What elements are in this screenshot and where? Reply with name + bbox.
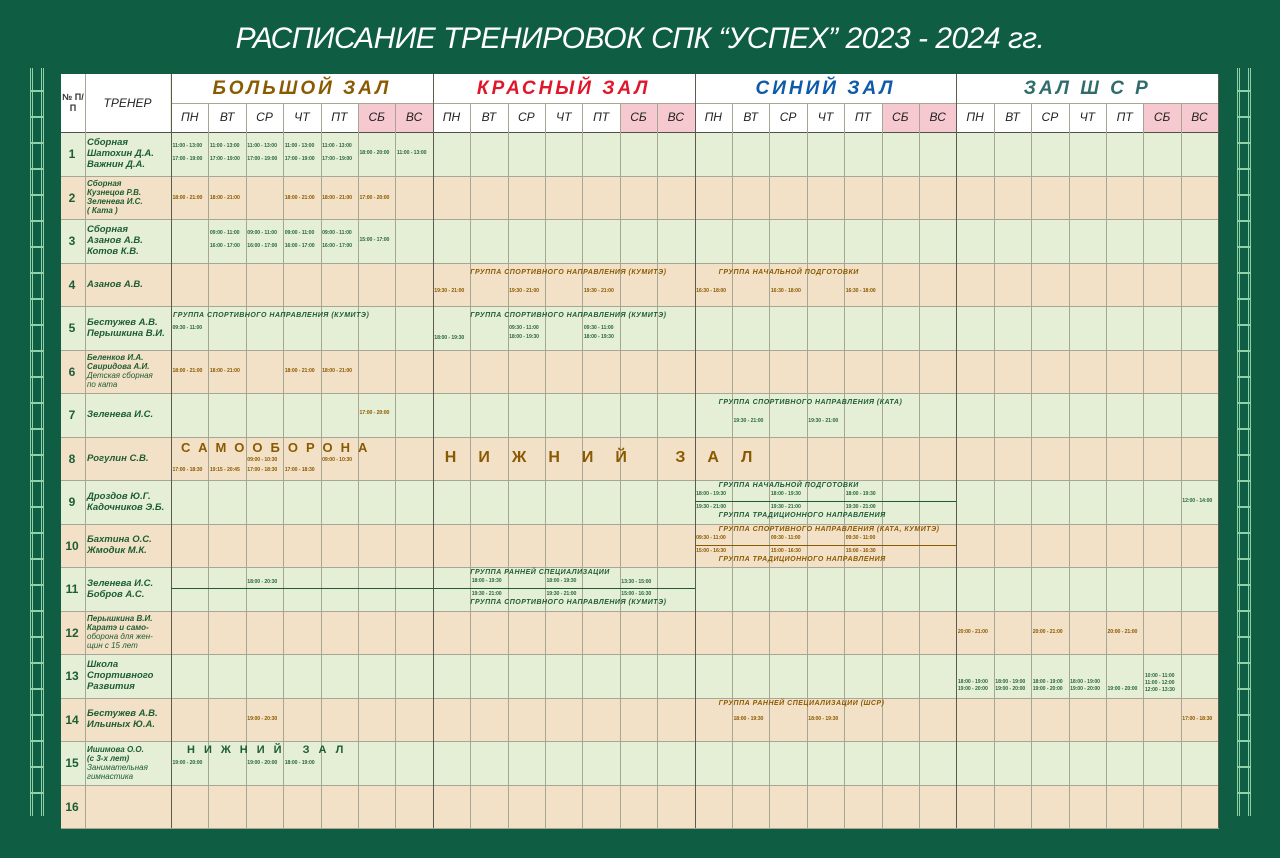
time-slot: 15:00 - 17:00: [359, 237, 390, 243]
coach-line: Спортивного: [87, 670, 154, 682]
time-slot: 19:30 - 21:00: [808, 418, 839, 424]
time-slot: 11:00 - 13:00: [284, 143, 315, 149]
grid-line: [61, 306, 1219, 307]
row-number: 15: [65, 756, 79, 770]
time-slot: 17:00 - 19:00: [172, 156, 203, 162]
time-slot: 09:30 - 11:00: [845, 534, 876, 541]
time-slot: 19:30 - 21:00: [471, 591, 502, 597]
row-number: 1: [68, 147, 76, 161]
time-slot: 09:00 - 11:00: [284, 230, 315, 236]
time-slot: 19:00 - 20:00: [1107, 686, 1138, 692]
coach-name: [87, 224, 171, 257]
time-slot: 18:00 - 19:30: [770, 491, 801, 497]
day-header: ВТ: [470, 103, 507, 132]
day-header: ПН: [433, 103, 470, 132]
coach-line: Сборная: [87, 137, 128, 149]
grid-line: [61, 219, 1219, 220]
coach-name: [87, 534, 171, 556]
grid-line: [61, 611, 1219, 612]
time-slot: 19:00 - 20:00: [1070, 686, 1100, 692]
time-slot: 11:00 - 13:00: [322, 143, 352, 149]
coach-line: Котов К.В.: [87, 246, 139, 258]
grid-line: [882, 103, 883, 828]
row-number: 3: [68, 234, 76, 248]
time-slot: 09:30 - 11:00: [172, 325, 203, 331]
time-slot: 18:00 - 21:00: [322, 367, 352, 374]
coach-name: [87, 614, 171, 650]
time-slot: 17:00 - 18:30: [1182, 715, 1213, 722]
coach-name: [87, 578, 171, 600]
time-slot: 18:00 - 21:00: [284, 367, 315, 374]
table-row: [61, 393, 1219, 437]
time-slot: 09:00 - 10:30: [247, 456, 278, 463]
coach-name: [87, 708, 171, 730]
day-header: СР: [246, 103, 283, 132]
coach-line: Сборная: [87, 179, 122, 189]
grid-line: [358, 103, 359, 828]
coach-line: Бестужев А.В.: [87, 316, 158, 328]
day-header: ВС: [395, 103, 432, 132]
coach-name: [87, 317, 171, 339]
coach-line: Зеленева И.С.: [87, 197, 143, 207]
day-header: ЧТ: [545, 103, 582, 132]
day-header: ПТ: [844, 103, 881, 132]
hall-2-name: КРАСНЫЙ ЗАЛ: [433, 74, 695, 103]
coach-name: [87, 491, 171, 513]
time-slot: 18:00 - 19:00: [957, 679, 988, 685]
grid-line: [61, 176, 1219, 177]
coach-name: [87, 659, 171, 692]
grid-line: [433, 74, 434, 828]
coach-line: Каратэ и само-: [87, 623, 149, 633]
row-number: 5: [68, 321, 76, 335]
time-slot: 17:00 - 18:30: [172, 466, 203, 473]
page-title: РАСПИСАНИЕ ТРЕНИРОВОК СПК “УСПЕХ” 2023 - 2024 гг.: [235, 22, 1045, 55]
row-number: 2: [68, 190, 76, 205]
time-slot: 18:00 - 19:30: [471, 578, 502, 584]
grid-line: [61, 393, 1219, 394]
coach-line: Важнин Д.А.: [87, 159, 146, 171]
group-label: ГРУППА СПОРТИВНОГО НАПРАВЛЕНИЯ (КАТА, КУМИТЭ): [718, 525, 940, 533]
time-slot: 19:00 - 20:00: [957, 686, 988, 692]
group-label: ГРУППА СПОРТИВНОГО НАПРАВЛЕНИЯ (КУМИТЭ): [470, 312, 667, 319]
coach-line: щин с 15 лет: [87, 641, 138, 651]
day-header: ВТ: [732, 103, 769, 132]
group-label: ГРУППА РАННЕЙ СПЕЦИАЛИЗАЦИИ: [470, 569, 610, 576]
time-slot: 09:30 - 11:00: [509, 325, 539, 331]
grid-line: [208, 103, 209, 828]
time-slot: 16:00 - 17:00: [209, 243, 240, 249]
grid-line: [61, 741, 1219, 742]
time-slot: 09:00 - 11:00: [322, 230, 352, 236]
header-np: № П/П: [61, 74, 85, 132]
coach-line: Свиридова А.И.: [87, 362, 150, 372]
divider-line: [695, 501, 957, 502]
day-header: СР: [769, 103, 806, 132]
time-slot: 18:00 - 21:00: [284, 194, 315, 201]
time-slot: 09:30 - 11:00: [696, 534, 726, 541]
day-header: ВС: [919, 103, 956, 132]
coach-line: Зеленева И.С.: [87, 577, 154, 589]
coach-name: [87, 409, 171, 420]
day-header: СР: [508, 103, 545, 132]
lower-hall-label: НИЖНИЙ ЗАЛ: [444, 448, 775, 466]
time-slot: 17:00 - 19:00: [209, 156, 240, 162]
coach-line: Ильиных Ю.А.: [87, 719, 155, 731]
time-slot: 19:00 - 20:00: [172, 760, 203, 766]
grid-line: [61, 567, 1219, 568]
time-slot: 18:00 - 21:00: [172, 194, 203, 201]
day-header: ПН: [956, 103, 993, 132]
day-header: ПН: [171, 103, 208, 132]
grid-line: [171, 74, 172, 828]
grid-line: [1143, 103, 1144, 828]
time-slot: 17:00 - 19:00: [284, 156, 315, 162]
grid-line: [61, 524, 1219, 525]
grid-line: [1106, 103, 1107, 828]
hall-3-name: СИНИЙ ЗАЛ: [695, 74, 957, 103]
time-slot: 18:00 - 19:30: [808, 715, 839, 722]
time-slot: 18:00 - 19:30: [696, 491, 726, 497]
time-slot: 11:00 - 12:00: [1144, 680, 1175, 686]
coach-line: Сборная: [87, 224, 128, 236]
row-number: 11: [65, 582, 79, 596]
time-slot: 16:00 - 17:00: [284, 243, 315, 249]
grid-line: [61, 132, 1219, 133]
time-slot: 18:00 - 19:30: [546, 578, 577, 584]
row-number: 6: [68, 364, 76, 379]
time-slot: 19:30 - 21:00: [733, 418, 764, 424]
grid-line: [61, 437, 1219, 438]
time-slot: 18:00 - 19:00: [1070, 679, 1100, 685]
time-slot: 19:00 - 20:00: [995, 686, 1026, 692]
day-header: ПТ: [582, 103, 619, 132]
day-header: СБ: [882, 103, 919, 132]
time-slot: 18:00 - 21:00: [322, 194, 352, 201]
coach-line: Шатохин Д.А.: [87, 148, 154, 160]
day-header: ВТ: [208, 103, 245, 132]
grid-line: [61, 828, 1219, 829]
coach-line: Развития: [87, 681, 135, 693]
day-header: ВС: [657, 103, 694, 132]
coach-line: Перышкина В.И.: [87, 614, 153, 624]
time-slot: 11:00 - 13:00: [396, 150, 427, 156]
time-slot: 16:30 - 18:00: [770, 287, 801, 294]
day-header: ЧТ: [807, 103, 844, 132]
time-slot: 15:00 - 16:30: [621, 591, 652, 597]
grid-line: [61, 263, 1219, 264]
time-slot: 19:00 - 20:00: [247, 760, 278, 766]
time-slot: 18:00 - 21:00: [209, 367, 240, 374]
coach-name: [87, 453, 171, 464]
time-slot: 18:00 - 19:30: [583, 334, 614, 340]
time-slot: 16:30 - 18:00: [696, 287, 726, 294]
time-slot: 17:00 - 19:00: [322, 156, 352, 162]
grid-line: [321, 103, 322, 828]
coach-line: Школа: [87, 659, 119, 671]
divider-line: [171, 588, 433, 589]
time-slot: 09:30 - 11:00: [770, 534, 801, 541]
grid-line: [994, 103, 995, 828]
coach-line: Бестужев А.В.: [87, 708, 158, 720]
coach-line: (с 3-х лет): [87, 753, 130, 763]
time-slot: 16:30 - 18:00: [845, 287, 876, 294]
hall-1-name: БОЛЬШОЙ ЗАЛ: [171, 74, 433, 103]
table-row: [61, 785, 1219, 829]
grid-line: [61, 654, 1219, 655]
grid-line: [61, 350, 1219, 351]
group-label: ГРУППА СПОРТИВНОГО НАПРАВЛЕНИЯ (КУМИТЭ): [470, 599, 667, 606]
time-slot: 19:30 - 21:00: [583, 287, 614, 294]
lower-hall-small-label: НИЖНИЙ ЗАЛ: [187, 744, 353, 756]
time-slot: 19:30 - 21:00: [434, 287, 465, 294]
day-header: ВТ: [994, 103, 1031, 132]
coach-line: Дроздов Ю.Г.: [87, 490, 151, 502]
day-header: ПН: [695, 103, 732, 132]
time-slot: 18:00 - 19:00: [995, 679, 1026, 685]
time-slot: 19:30 - 21:00: [696, 504, 726, 510]
row-number: 8: [68, 451, 76, 466]
row-number: 10: [65, 538, 79, 553]
grid-line: [283, 103, 284, 828]
group-label: ГРУППА СПОРТИВНОГО НАПРАВЛЕНИЯ (КУМИТЭ): [470, 268, 667, 276]
day-header: СБ: [1143, 103, 1180, 132]
grid-line: [1218, 74, 1219, 828]
time-slot: 18:00 - 19:00: [284, 760, 315, 766]
day-header: ПТ: [321, 103, 358, 132]
schedule-table: [61, 74, 1219, 828]
time-slot: 19:00 - 20:00: [1032, 686, 1063, 692]
coach-line: Кузнецов Р.В.: [87, 188, 142, 198]
right-decor-border: [1237, 68, 1251, 816]
samooborona-label: САМООБОРОНА: [181, 439, 376, 455]
day-header: ЧТ: [283, 103, 320, 132]
time-slot: 19:30 - 21:00: [845, 504, 876, 510]
time-slot: 19:30 - 21:00: [770, 504, 801, 510]
time-slot: 15:00 - 16:30: [770, 547, 801, 554]
header-coach: ТРЕНЕР: [85, 74, 170, 132]
group-label: ГРУППА СПОРТИВНОГО НАПРАВЛЕНИЯ (КУМИТЭ): [173, 312, 370, 319]
hall-4-name: ЗАЛ Ш С Р: [956, 74, 1218, 103]
time-slot: 09:00 - 11:00: [247, 230, 277, 236]
time-slot: 11:00 - 13:00: [209, 143, 240, 149]
time-slot: 20:00 - 21:00: [1107, 628, 1138, 635]
time-slot: 17:00 - 20:00: [359, 410, 390, 416]
coach-line: гимнастика: [87, 771, 134, 781]
time-slot: 18:00 - 19:30: [509, 334, 539, 340]
time-slot: 18:00 - 19:30: [733, 715, 764, 722]
grid-line: [85, 74, 86, 828]
time-slot: 09:30 - 11:00: [583, 325, 614, 331]
time-slot: 20:00 - 21:00: [1032, 628, 1063, 635]
coach-line: Беленков И.А.: [87, 353, 144, 363]
grid-line: [844, 103, 845, 828]
day-header: СБ: [620, 103, 657, 132]
row-number: 12: [65, 625, 79, 640]
day-header: ВС: [1181, 103, 1218, 132]
time-slot: 12:00 - 13:30: [1144, 687, 1175, 693]
time-slot: 19:00 - 20:30: [247, 715, 278, 722]
time-slot: 11:00 - 13:00: [247, 143, 277, 149]
group-label: ГРУППА РАННЕЙ СПЕЦИАЛИЗАЦИИ (ШСР): [718, 699, 885, 707]
time-slot: 18:00 - 19:30: [434, 335, 465, 341]
time-slot: 10:00 - 11:00: [1144, 673, 1175, 679]
coach-line: Занимательная: [87, 762, 148, 772]
time-slot: 15:00 - 16:30: [845, 547, 876, 554]
coach-line: Рогулин С.В.: [87, 452, 149, 464]
time-slot: 16:00 - 17:00: [247, 243, 278, 249]
table-row: [61, 698, 1219, 742]
divider-line: [695, 545, 957, 546]
time-slot: 17:00 - 20:00: [359, 194, 390, 201]
grid-line: [956, 74, 957, 828]
time-slot: 11:00 - 13:00: [172, 143, 203, 149]
coach-line: по ката: [87, 380, 118, 390]
row-number: 9: [68, 495, 76, 509]
time-slot: 18:00 - 19:00: [1032, 679, 1063, 685]
day-header: ПТ: [1106, 103, 1143, 132]
table-row: [61, 524, 1219, 568]
table-row: [61, 132, 1219, 176]
table-row: [61, 219, 1219, 263]
grid-line: [1031, 103, 1032, 828]
row-number: 16: [65, 799, 79, 814]
time-slot: 18:00 - 20:00: [359, 150, 390, 156]
time-slot: 15:00 - 16:30: [696, 547, 726, 554]
coach-line: оборона для жен-: [87, 632, 153, 642]
time-slot: 19:30 - 21:00: [546, 591, 577, 597]
grid-line: [61, 785, 1219, 786]
divider-line: [433, 588, 695, 589]
group-label: ГРУППА СПОРТИВНОГО НАПРАВЛЕНИЯ (КАТА): [718, 399, 903, 406]
group-label: ГРУППА НАЧАЛЬНОЙ ПОДГОТОВКИ: [718, 268, 859, 276]
coach-line: Азанов А.В.: [87, 278, 143, 290]
time-slot: 17:00 - 18:30: [247, 466, 278, 473]
group-label: ГРУППА ТРАДИЦИОННОГО НАПРАВЛЕНИЯ: [718, 512, 886, 519]
day-header: СБ: [358, 103, 395, 132]
time-slot: 17:00 - 19:00: [247, 156, 278, 162]
coach-line: Зеленева И.С.: [87, 409, 154, 421]
row-number: 13: [65, 669, 79, 683]
row-number: 14: [65, 712, 79, 727]
coach-line: Ишимова О.О.: [87, 744, 144, 754]
coach-line: Кадочников Э.Б.: [87, 501, 165, 513]
time-slot: 18:00 - 21:00: [172, 367, 203, 374]
grid-line: [61, 698, 1219, 699]
day-header: СР: [1031, 103, 1068, 132]
row-number: 7: [68, 408, 76, 422]
time-slot: 09:00 - 10:30: [322, 456, 352, 463]
coach-line: Детская сборная: [87, 371, 153, 381]
time-slot: 18:00 - 19:30: [845, 491, 876, 497]
coach-line: Бахтина О.С.: [87, 534, 152, 546]
time-slot: 16:00 - 17:00: [322, 243, 352, 249]
time-slot: 13:30 - 15:00: [621, 579, 652, 585]
day-header: ЧТ: [1069, 103, 1106, 132]
group-label: ГРУППА ТРАДИЦИОННОГО НАПРАВЛЕНИЯ: [718, 555, 886, 563]
time-slot: 17:00 - 18:30: [284, 466, 315, 473]
grid-line: [919, 103, 920, 828]
time-slot: 12:00 - 14:00: [1182, 498, 1213, 504]
coach-line: ( Ката ): [87, 206, 118, 216]
left-decor-border: [30, 68, 44, 816]
row-number: 4: [68, 277, 76, 292]
grid-line: [395, 103, 396, 828]
coach-name: [87, 279, 171, 290]
time-slot: 19:15 - 20:45: [209, 466, 240, 473]
coach-name: [87, 745, 171, 781]
group-label: ГРУППА НАЧАЛЬНОЙ ПОДГОТОВКИ: [718, 482, 859, 489]
coach-name: [87, 353, 171, 389]
time-slot: 09:00 - 11:00: [209, 230, 240, 236]
time-slot: 19:30 - 21:00: [509, 287, 539, 294]
table-row: [61, 480, 1219, 524]
grid-line: [1069, 103, 1070, 828]
time-slot: 20:00 - 21:00: [957, 628, 988, 635]
coach-line: Перышкина В.И.: [87, 327, 165, 339]
time-slot: 18:00 - 20:30: [247, 579, 278, 585]
grid-line: [61, 480, 1219, 481]
time-slot: 18:00 - 21:00: [209, 194, 240, 201]
coach-line: Азанов А.В.: [87, 235, 143, 247]
coach-line: Жмодик М.К.: [87, 545, 147, 557]
coach-name: [87, 137, 171, 170]
coach-line: Бобров А.С.: [87, 588, 145, 600]
coach-name: [87, 179, 171, 215]
